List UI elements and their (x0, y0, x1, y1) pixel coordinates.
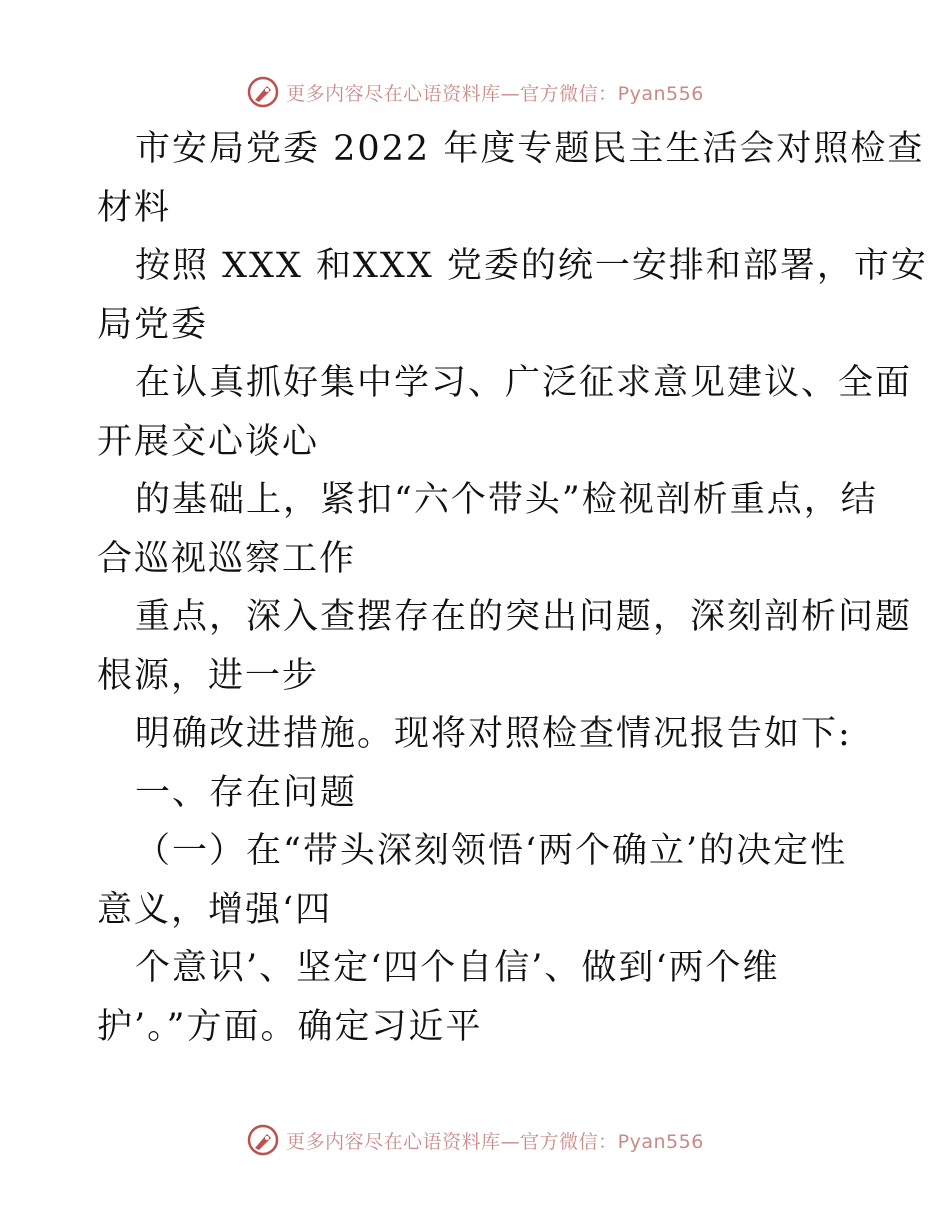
paragraph-line: 开展交心谈心 (97, 421, 320, 462)
subsection-line: 个意识’、坚定‘四个自信’、做到‘两个维 (135, 948, 780, 988)
paragraph-line: 按照 XXX 和XXX 党委的统一安排和部署，市安 (135, 246, 928, 286)
paragraph-line: 合巡视巡察工作 (97, 538, 357, 579)
section-heading: 一、存在问题 (135, 772, 358, 813)
pen-nib-seal-icon (246, 75, 280, 109)
header-watermark (0, 72, 950, 112)
paragraph-line: 明确改进措施。现将对照检查情况报告如下: (135, 714, 852, 754)
watermark-text: 更多内容尽在心语资料库—官方微信：Pyan556 (286, 1130, 704, 1153)
footer-watermark (0, 1120, 950, 1160)
subsection-line: （一）在“带头深刻领悟‘两个确立’的决定性 (135, 831, 848, 871)
pen-nib-seal-icon (246, 1123, 280, 1157)
document-body (97, 120, 928, 1056)
paragraph-line: 重点，深入查摆存在的突出问题，深刻剖析问题 (135, 597, 913, 637)
watermark-text: 更多内容尽在心语资料库—官方微信：Pyan556 (286, 82, 704, 105)
subsection-line: 护’。”方面。确定习近平 (97, 1006, 483, 1047)
title-line-2: 材料 (97, 187, 172, 228)
paragraph-line: 根源，进一步 (97, 655, 320, 696)
title-line-1: 市安局党委 2022 年度专题民主生活会对照检查 (135, 129, 925, 169)
paragraph-line: 的基础上，紧扣“六个带头”检视剖析重点，结 (135, 480, 878, 520)
paragraph-line: 在认真抓好集中学习、广泛征求意见建议、全面 (135, 363, 913, 403)
paragraph-line: 局党委 (97, 304, 209, 345)
subsection-line: 意义，增强‘四 (97, 889, 333, 930)
